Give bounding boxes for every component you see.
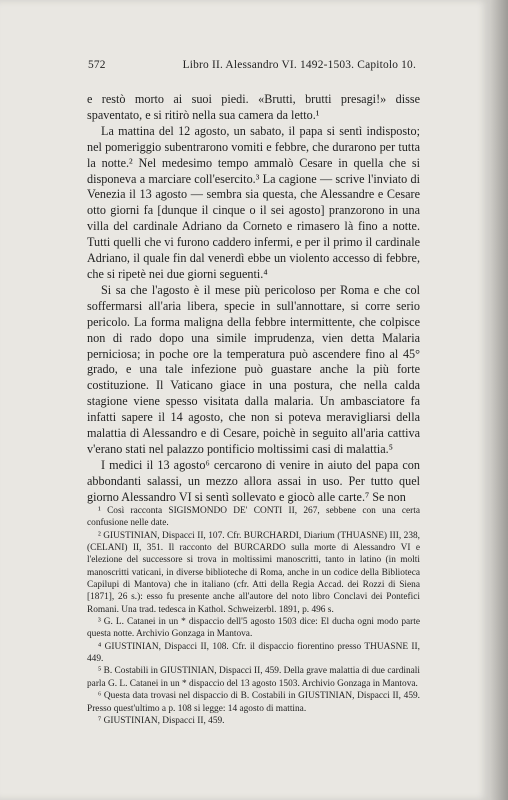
page-number: 572 <box>88 59 106 71</box>
footnote: ⁵ B. Costabili in GIUSTINIAN, Dispacci II, 459. Della grave malattia di due cardinali parla G. L. Catanei in un * dispaccio del 13 agosto 1503. Archivio Gonzaga in Mantova. <box>87 666 420 689</box>
paragraph: I medici il 13 agosto⁶ cercarono di venire in aiuto del papa con abbondanti salassi, un mezzo allora assai in uso. Per tutto quel giorno Alessandro VI si sentì sollevato e giocò alle carte.⁷ Se non <box>87 457 420 504</box>
footnote: ² GIUSTINIAN, Dispacci II, 107. Cfr. BURCHARDI, Diarium (THUASNE) III, 238, (CELANI) II, 351. Il racconto del BURCARDO sulla morte di Alessandro VI e l'elezione del successore si trova in moltissimi manoscritti, tanto in latino (in molti manoscritti vaticani, in diverse biblioteche di Roma, anche in un codice della Biblioteca Capilupi di Mantova) che in italiano (cfr. Atti della Regia Accad. dei Rozzi di Siena [1871], 26 s.): esso fu presente anche all'autore del noto libro Conclavi dei Pontefici Romani. Una trad. tedesca in Kathol. Schweizerbl. 1891, p. 496 s. <box>87 530 420 615</box>
page-edge-shadow <box>490 0 508 800</box>
running-header <box>88 59 416 71</box>
footnote: ¹ Così racconta SIGISMONDO DE' CONTI II, 267, sebbene con una certa confusione nelle date. <box>87 506 420 529</box>
footnote: ⁷ GIUSTINIAN, Dispacci II, 459. <box>98 715 225 726</box>
main-text <box>87 92 420 506</box>
footnote: ⁴ GIUSTINIAN, Dispacci II, 108. Cfr. il dispaccio fiorentino presso THUASNE II, 449. <box>87 641 420 665</box>
footnote: ⁶ Questa data trovasi nel dispaccio di B. Costabili in GIUSTINIAN, Dispacci II, 459. Presso quest'ultimo a p. 108 si legge: 14 agosto di mattina. <box>87 691 420 714</box>
running-title: Libro II. Alessandro VI. 1492-1503. Capitolo 10. <box>182 59 416 71</box>
footnote: ³ G. L. Catanei in un * dispaccio dell'5 agosto 1503 dice: El ducha ogni modo parte questa notte. Archivio Gonzaga in Mantova. <box>87 617 420 640</box>
paragraph: La mattina del 12 agosto, un sabato, il papa si sentì indisposto; nel pomeriggio subentrarono vomiti e febbre, che durarono per tutta la notte.² Nel medesimo tempo ammalò Cesare in quella che si disponeva a marciare coll'esercito.³ La cagione — scrive l'inviato di Venezia il 13 agosto — sembra sia questa, che Alessandre e Cesare otto giorni fa [dunque il cinque o il sei agosto] pranzorono in una villa del cardinale Adriano da Corneto e rimasero là fino a notte. Tutti quelli che vi furono caddero infermi, e per il primo il cardinale Adriano, il quale fin dal venerdì ebbe un violento accesso di febbre, che si ripetè nei due giorni seguenti.⁴ <box>87 123 420 281</box>
paragraph: e restò morto ai suoi piedi. «Brutti, brutti presagi!» disse spaventato, e si ritirò nella sua camera da letto.¹ <box>87 92 420 122</box>
footnotes <box>87 505 420 727</box>
paragraph: Si sa che l'agosto è il mese più pericoloso per Roma e che col soffermarsi all'aria libera, specie in sull'annottare, si corre serio pericolo. La forma maligna della febbre intermittente, che colpisce non di rado dopo una simile imprudenza, vien detta Malaria perniciosa; in poche ore la temperatura può ascendere fino al 45° grado, e una tale infezione può guastare anche la più forte costituzione. Il Vaticano giace in una postura, che nella calda stagione viene spesso visitata dalla malaria. Un ambasciatore fa infatti sapere il 14 agosto, che non si poteva meravigliarsi della malattia di Alessandro e di Cesare, poichè in seguito all'aria cattiva v'erano stati nel palazzo pontificio moltissimi casi di malattia.⁵ <box>87 282 420 456</box>
